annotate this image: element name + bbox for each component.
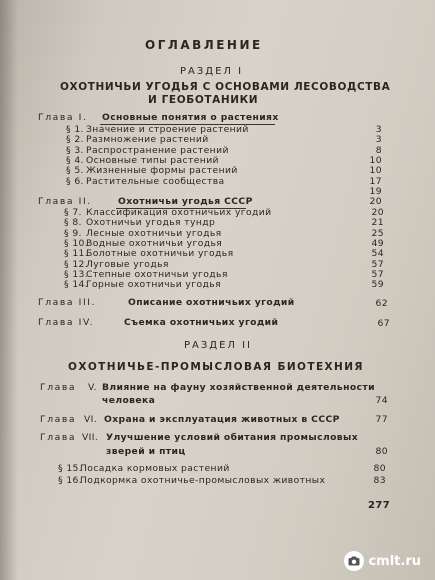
list-item-section: § 5. [66, 165, 84, 177]
list-item-page: 17 [369, 175, 382, 187]
list-item-text: Лесные охотничьи угодья [86, 227, 222, 239]
list-item-text: Горные охотничьи угодья [86, 279, 222, 291]
list-item-page: 54 [371, 248, 384, 260]
list-item-section: § 14. [64, 279, 89, 291]
list-item-page: 80 [373, 463, 386, 474]
list-item-page: 25 [371, 227, 384, 239]
ch2-page: 20 [369, 196, 382, 207]
list-item-text: Жизненные формы растений [86, 165, 238, 177]
ch1-end-page: 19 [369, 186, 382, 197]
ch4-page: 67 [377, 318, 390, 329]
page-title: ОГЛАВЛЕНИЕ [145, 38, 263, 52]
list-item-page: 20 [371, 207, 384, 218]
ch6-num: VI. [84, 414, 98, 425]
list-item-section: § 13. [64, 268, 89, 280]
ch5-prefix: Глава [40, 382, 77, 393]
list-item-text: Подкормка охотничье-промысловых животных [80, 475, 326, 486]
ch7-title-line2: зверей и птиц [106, 446, 186, 457]
list-item-page: 49 [371, 237, 384, 249]
list-item-section: § 9. [64, 227, 82, 239]
list-item-section: § 10. [64, 237, 89, 249]
ch7-page: 80 [375, 446, 388, 457]
ch4-title: Съемка охотничьих угодий [124, 317, 279, 328]
ch5-num: V. [88, 382, 97, 393]
ch7-num: VII. [82, 432, 99, 443]
part1-title-line2: И ГЕОБОТАНИКИ [148, 94, 259, 106]
ch4-prefix: Глава IV. [38, 317, 95, 328]
list-item-text: Болотные охотничьи угодья [86, 248, 234, 260]
list-item-text: Значение и строение растений [86, 124, 249, 135]
list-item-text: Луговые угодья [86, 258, 169, 270]
list-item-text: Водные охотничьи угодья [86, 237, 223, 249]
list-item-section: § 2. [66, 134, 84, 146]
ch3-prefix: Глава III. [38, 297, 97, 308]
list-item-text: Степные охотничьи угодья [86, 268, 228, 280]
ch3-title: Описание охотничьих угодий [128, 297, 295, 308]
list-item-text: Распространение растений [86, 144, 229, 156]
list-item-text: Размножение растений [86, 134, 209, 146]
ch2-prefix: Глава II. [38, 196, 92, 207]
list-item-page: 21 [371, 217, 384, 229]
list-item-page: 83 [373, 475, 386, 486]
list-item-section: § 3. [66, 144, 84, 156]
list-item-page: 57 [371, 258, 384, 270]
ch5-page: 74 [375, 395, 388, 406]
part1-label: РАЗДЕЛ I [180, 66, 244, 77]
ch3-page: 62 [375, 298, 388, 309]
list-item-page: 59 [371, 279, 384, 291]
part2-title: ОХОТНИЧЬЕ-ПРОМЫСЛОВАЯ БИОТЕХНИЯ [68, 361, 364, 373]
list-item-section: § 8. [64, 217, 82, 229]
page-number: 277 [368, 500, 391, 511]
list-item-section: § 16. [58, 475, 83, 486]
list-item-page: 10 [369, 165, 382, 177]
ch7-title-line1: Улучшение условий обитания промысловых [106, 432, 359, 443]
list-item-section: § 12. [64, 258, 89, 270]
list-item-text: Классификация охотничьих угодий [86, 207, 272, 218]
part2-label: РАЗДЕЛ II [184, 340, 253, 351]
ch5-title-line2: человека [102, 395, 156, 406]
ch6-prefix: Глава [40, 414, 77, 425]
list-item-section: § 11. [64, 248, 89, 260]
watermark-badge [340, 550, 429, 572]
list-item-section: § 6. [66, 175, 84, 187]
list-item-section: § 7. [64, 207, 82, 218]
ch6-page: 77 [375, 414, 388, 425]
list-item-page: 8 [375, 144, 382, 156]
ch7-prefix: Глава [40, 432, 77, 443]
list-item-section: § 15. [58, 463, 83, 474]
ch2-title: Охотничьи угодья СССР [118, 196, 253, 207]
ch1-title: Основные понятия о растениях [102, 112, 279, 123]
list-item-text: Посадка кормовых растений [80, 463, 230, 474]
list-item-page: 3 [375, 124, 382, 135]
ch1-prefix: Глава I. [38, 112, 88, 123]
list-item-section: § 1. [66, 124, 84, 135]
list-item-text: Основные типы растений [86, 154, 219, 166]
list-item-page: 57 [371, 268, 384, 280]
watermark-text: cmlt.ru [368, 553, 421, 569]
list-item-page: 10 [369, 154, 382, 166]
camera-icon [344, 551, 364, 571]
list-item-text: Растительные сообщества [86, 175, 225, 187]
list-item-page: 3 [375, 134, 382, 146]
page-shadow [0, 0, 18, 580]
ch5-title-line1: Влияние на фауну хозяйственной деятельности [102, 382, 375, 393]
list-item-text: Охотничьи угодья тундр [86, 217, 216, 229]
ch6-title: Охрана и эксплуатация животных в СССР [104, 414, 340, 425]
part1-title-line1: ОХОТНИЧЬИ УГОДЬЯ С ОСНОВАМИ ЛЕСОВОДСТВА [60, 81, 391, 93]
list-item-section: § 4. [66, 154, 84, 166]
